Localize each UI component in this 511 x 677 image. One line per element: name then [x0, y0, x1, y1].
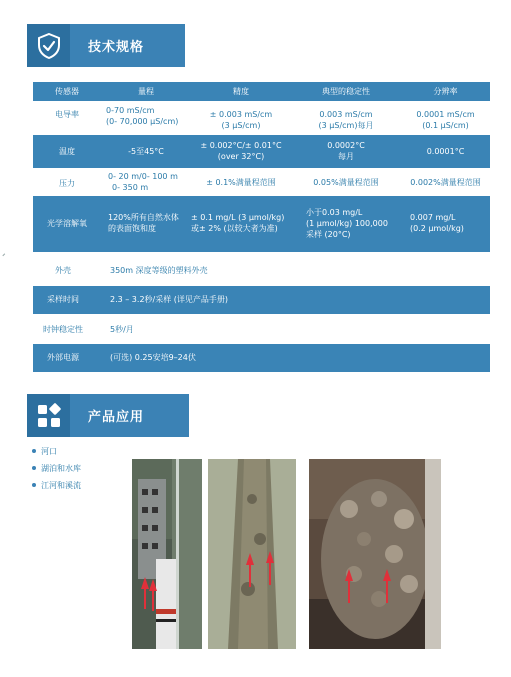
list-item: 江河和溪流 — [32, 480, 81, 497]
applications-list — [32, 446, 81, 497]
stability-line: 小于0.03 mg/L — [306, 208, 363, 217]
row-value: 350m 深度等级的塑料外壳 — [110, 266, 208, 275]
row-stability — [291, 109, 401, 131]
row-stability: 0.05%满量程范围 — [313, 178, 379, 187]
accuracy-line: (3 μS/cm) — [221, 121, 261, 130]
header-accuracy: 精度 — [233, 87, 249, 96]
range-line: 0- 350 m — [112, 183, 149, 192]
row-sensor: 温度 — [59, 147, 75, 156]
list-item: 湖泊和水库 — [32, 463, 81, 480]
row-resolution: 0.002%满量程范围 — [410, 178, 481, 187]
row-sensor: 光学溶解氧 — [47, 219, 87, 228]
apps-section-title: 产品应用 — [88, 410, 145, 425]
biofouled-sensor-photo — [208, 459, 296, 649]
row-resolution — [401, 109, 490, 131]
header-stability: 典型的稳定性 — [322, 87, 370, 96]
stability-line: 0.003 mS/cm — [319, 110, 373, 119]
row-value: (可选) 0.25安培9–24伏 — [110, 353, 196, 362]
stray-mark — [2, 253, 6, 257]
row-stability — [306, 207, 416, 240]
apps-grid-icon — [27, 394, 70, 437]
stability-line: (3 μS/cm)每月 — [318, 121, 374, 130]
row-label: 采样时间 — [47, 295, 79, 304]
range-line: 的表面饱和度 — [108, 224, 156, 233]
table-row — [33, 135, 490, 168]
row-label: 时钟稳定性 — [43, 325, 83, 334]
range-line: 0- 20 m/0- 100 m — [108, 172, 178, 181]
shield-check-icon — [27, 24, 70, 67]
barnacle-sensor-photo — [309, 459, 441, 649]
sensor-photo — [132, 459, 202, 649]
table-row — [33, 286, 490, 314]
table-header-row — [33, 82, 490, 101]
row-range — [108, 212, 198, 234]
accuracy-line: ± 0.1 mg/L (3 μmol/kg) — [191, 213, 285, 222]
specs-section-banner — [27, 24, 185, 67]
row-accuracy — [191, 109, 291, 131]
stability-line: 0.0002°C — [327, 141, 365, 150]
apps-section-banner — [27, 394, 189, 437]
accuracy-line: ± 0.003 mS/cm — [209, 110, 273, 119]
row-range — [106, 105, 196, 127]
range-line: 120%所有自然水体 — [108, 213, 179, 222]
specs-section-title: 技术规格 — [88, 40, 145, 55]
stability-line: (1 μmol/kg) 100,000 — [306, 219, 388, 228]
list-item: 河口 — [32, 446, 81, 463]
resolution-line: (0.1 μS/cm) — [422, 121, 469, 130]
table-row — [33, 103, 490, 134]
row-stability — [291, 140, 401, 162]
header-range: 量程 — [138, 87, 154, 96]
row-accuracy — [191, 140, 291, 162]
range-line: 0-70 mS/cm — [106, 106, 155, 115]
row-value: 2.3 – 3.2秒/采样 (详见产品手册) — [110, 295, 229, 304]
range-line: (0- 70,000 μS/cm) — [106, 117, 179, 126]
row-resolution: 0.0001°C — [426, 147, 465, 156]
table-row — [33, 168, 490, 196]
row-sensor: 电导率 — [55, 110, 79, 119]
stability-line: 每月 — [338, 152, 354, 161]
stability-line: 采样 (20°C) — [306, 230, 351, 239]
row-resolution — [410, 212, 499, 234]
row-range: -5至45°C — [128, 147, 164, 156]
row-label: 外部电源 — [47, 353, 79, 362]
row-range — [108, 171, 198, 193]
header-resolution: 分辨率 — [433, 87, 458, 96]
resolution-line: (0.2 μmol/kg) — [410, 224, 464, 233]
table-row — [33, 314, 490, 344]
row-value: 5秒/月 — [110, 325, 134, 334]
row-accuracy: ± 0.1%满量程范围 — [206, 178, 276, 187]
accuracy-line: ± 0.002°C/± 0.01°C — [200, 141, 282, 150]
accuracy-line: (over 32°C) — [217, 152, 265, 161]
table-row — [33, 196, 490, 252]
resolution-line: 0.0001 mS/cm — [416, 110, 475, 119]
accuracy-line: 或± 2% (以较大者为准) — [191, 224, 278, 233]
row-label: 外壳 — [55, 266, 71, 275]
row-sensor: 压力 — [59, 179, 75, 188]
resolution-line: 0.007 mg/L — [410, 213, 456, 222]
row-accuracy — [191, 212, 291, 234]
table-row — [33, 344, 490, 372]
table-row — [33, 254, 490, 287]
header-sensor: 传感器 — [55, 87, 79, 96]
